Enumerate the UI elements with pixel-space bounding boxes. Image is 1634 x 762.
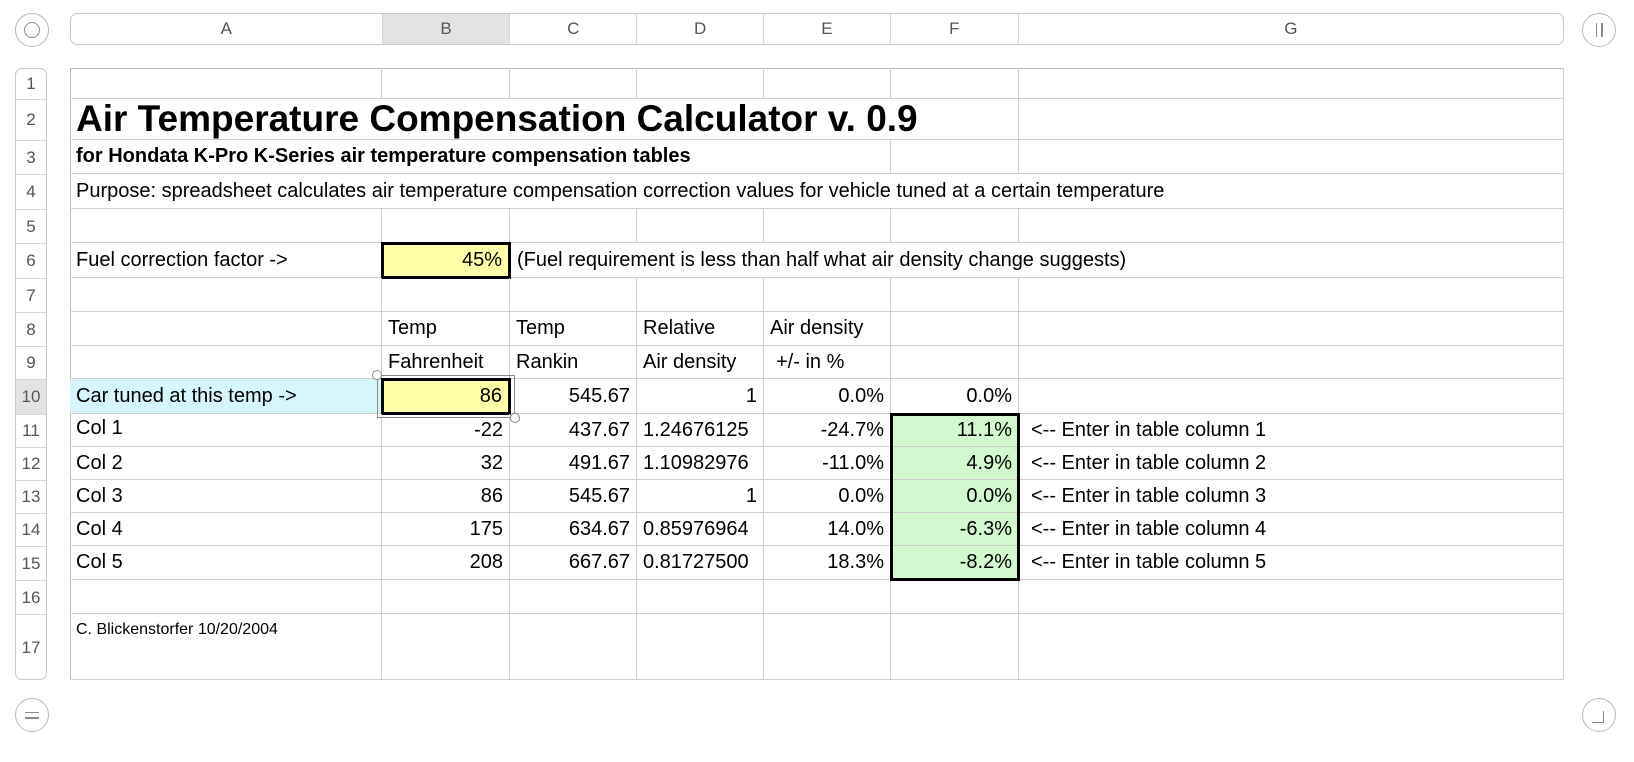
data-rankin[interactable]: 491.67	[510, 447, 637, 480]
data-correction[interactable]: 4.9%	[891, 447, 1019, 480]
data-note[interactable]: <-- Enter in table column 4	[1019, 513, 1564, 546]
cell-g5[interactable]	[1019, 209, 1564, 243]
cell-f8[interactable]	[891, 312, 1019, 346]
data-fahrenheit[interactable]: 32	[382, 447, 510, 480]
data-row-label[interactable]: Col 1	[70, 414, 382, 447]
cell-a6-fuel-label[interactable]: Fuel correction factor ->	[70, 243, 382, 278]
column-header-f[interactable]: F	[891, 14, 1019, 44]
spreadsheet-table	[70, 68, 1564, 680]
cell-b7[interactable]	[382, 278, 510, 312]
select-all-button[interactable]	[15, 13, 49, 47]
data-density-pct[interactable]: 18.3%	[764, 546, 891, 580]
row-header-4[interactable]: 4	[16, 175, 46, 210]
base-correction[interactable]: 0.0%	[891, 379, 1019, 414]
row-header-6[interactable]: 6	[16, 244, 46, 279]
resize-corner-icon	[1592, 711, 1604, 723]
resize-table-button[interactable]	[1582, 698, 1616, 732]
data-correction[interactable]: -6.3%	[891, 513, 1019, 546]
selection-handle-bottom-right[interactable]	[510, 413, 520, 423]
cell-a8[interactable]	[70, 312, 382, 346]
base-row-label[interactable]: Car tuned at this temp ->	[70, 379, 382, 414]
header-temp-f[interactable]: Temp	[382, 312, 510, 346]
data-relative[interactable]: 1	[637, 480, 764, 513]
row-header-13[interactable]: 13	[16, 481, 46, 514]
cell-a4-purpose[interactable]: Purpose: spreadsheet calculates air temperature compensation correction values for vehicle tuned at a certain temperature	[70, 174, 1564, 209]
data-row-label[interactable]: Col 3	[70, 480, 382, 513]
data-note[interactable]: <-- Enter in table column 3	[1019, 480, 1564, 513]
cell-g17[interactable]	[1019, 614, 1564, 680]
add-column-button[interactable]	[1582, 13, 1616, 47]
cell-a5[interactable]	[70, 209, 382, 243]
fuel-correction-input[interactable]: 45%	[381, 242, 511, 279]
data-rankin[interactable]: 545.67	[510, 480, 637, 513]
column-header-b[interactable]: B	[383, 14, 511, 44]
cell-c7[interactable]	[510, 278, 637, 312]
cell-b1[interactable]	[382, 68, 510, 99]
data-fahrenheit[interactable]: 208	[382, 546, 510, 580]
equals-icon	[25, 712, 39, 719]
data-note[interactable]: <-- Enter in table column 2	[1019, 447, 1564, 480]
data-row-label[interactable]: Col 2	[70, 447, 382, 480]
cell-f17[interactable]	[891, 614, 1019, 680]
cell-e16[interactable]	[764, 580, 891, 614]
column-header-g[interactable]: G	[1284, 19, 1298, 38]
row-header-17[interactable]: 17	[21, 638, 41, 657]
row-header-3[interactable]: 3	[16, 141, 46, 175]
data-rankin[interactable]: 634.67	[510, 513, 637, 546]
base-density-pct[interactable]: 0.0%	[764, 379, 891, 414]
cell-g2[interactable]	[1019, 99, 1564, 140]
base-relative[interactable]: 1	[637, 379, 764, 414]
cell-a7[interactable]	[70, 278, 382, 312]
data-fahrenheit[interactable]: 86	[382, 480, 510, 513]
base-temp-input[interactable]: 86	[381, 378, 511, 415]
header-rankin[interactable]: Rankin	[510, 346, 637, 379]
cell-c6-fuel-note[interactable]: (Fuel requirement is less than half what air density change suggests)	[511, 243, 1564, 278]
cell-e7[interactable]	[764, 278, 891, 312]
row-header-9[interactable]: 9	[16, 347, 46, 380]
data-relative[interactable]: 1.24676125	[637, 414, 764, 447]
cell-f16[interactable]	[891, 580, 1019, 614]
data-row-label[interactable]: Col 4	[70, 513, 382, 546]
row-header-bar	[15, 68, 47, 680]
cell-b16[interactable]	[382, 580, 510, 614]
header-relative[interactable]: Relative	[637, 312, 764, 346]
data-relative[interactable]: 0.85976964	[637, 513, 764, 546]
cell-b5[interactable]	[382, 209, 510, 243]
data-correction[interactable]: 11.1%	[891, 414, 1019, 447]
cell-f9[interactable]	[891, 346, 1019, 379]
cell-d17[interactable]	[637, 614, 764, 680]
cell-a2-title[interactable]: Air Temperature Compensation Calculator v. 0.9	[70, 99, 1019, 140]
cell-c16[interactable]	[510, 580, 637, 614]
header-air-density-2[interactable]: Air density	[637, 346, 764, 379]
cell-f1[interactable]	[891, 68, 1019, 99]
data-density-pct[interactable]: 14.0%	[764, 513, 891, 546]
data-correction[interactable]: -8.2%	[891, 546, 1019, 580]
cell-c17[interactable]	[510, 614, 637, 680]
row-header-16[interactable]: 16	[16, 581, 46, 615]
cell-a3-subtitle[interactable]: for Hondata K-Pro K-Series air temperature compensation tables	[70, 140, 891, 174]
column-header-a[interactable]: A	[71, 14, 383, 44]
row-header-15[interactable]: 15	[16, 547, 46, 581]
base-rankin[interactable]: 545.67	[511, 379, 637, 414]
row-header-5[interactable]: 5	[16, 210, 46, 244]
data-row-label[interactable]: Col 5	[70, 546, 382, 580]
data-relative[interactable]: 0.81727500	[637, 546, 764, 580]
row-header-8[interactable]: 8	[16, 313, 46, 347]
header-temp-r[interactable]: Temp	[510, 312, 637, 346]
cell-g8[interactable]	[1019, 312, 1564, 346]
cell-e1[interactable]	[764, 68, 891, 99]
cell-f3[interactable]	[891, 140, 1019, 174]
data-rankin[interactable]: 667.67	[510, 546, 637, 580]
row-header-12[interactable]: 12	[16, 448, 46, 481]
column-header-bar	[70, 13, 1564, 45]
cell-c5[interactable]	[510, 209, 637, 243]
cell-g10[interactable]	[1019, 379, 1564, 414]
cell-d5[interactable]	[637, 209, 764, 243]
cell-g9[interactable]	[1019, 346, 1564, 379]
cell-d7[interactable]	[637, 278, 764, 312]
cell-g3[interactable]	[1019, 140, 1564, 174]
pause-icon	[1596, 23, 1603, 37]
header-percent[interactable]: +/- in %	[764, 346, 891, 379]
data-correction[interactable]: 0.0%	[891, 480, 1019, 513]
row-header-7[interactable]: 7	[16, 279, 46, 313]
header-fahrenheit[interactable]: Fahrenheit	[382, 346, 510, 379]
cell-b17[interactable]	[382, 614, 510, 680]
cell-a1[interactable]	[70, 68, 382, 99]
cell-g16[interactable]	[1019, 580, 1564, 614]
data-density-pct[interactable]: -11.0%	[764, 447, 891, 480]
data-note[interactable]: <-- Enter in table column 1	[1019, 414, 1564, 447]
cell-g1[interactable]	[1019, 68, 1564, 99]
row-header-10[interactable]: 10	[16, 380, 46, 415]
cell-g7[interactable]	[1019, 278, 1564, 312]
column-header-d[interactable]: D	[637, 14, 764, 44]
data-density-pct[interactable]: -24.7%	[764, 414, 891, 447]
header-air-density[interactable]: Air density	[764, 312, 891, 346]
row-header-14[interactable]: 14	[16, 514, 46, 547]
cell-e5[interactable]	[764, 209, 891, 243]
column-header-e[interactable]: E	[764, 14, 891, 44]
cell-f7[interactable]	[891, 278, 1019, 312]
data-fahrenheit[interactable]: -22	[382, 414, 510, 447]
cell-d1[interactable]	[637, 68, 764, 99]
add-row-button[interactable]	[15, 698, 49, 732]
cell-e17[interactable]	[764, 614, 891, 680]
circle-icon	[24, 22, 40, 38]
cell-c1[interactable]	[510, 68, 637, 99]
column-header-c[interactable]: C	[510, 14, 637, 44]
cell-a16[interactable]	[70, 580, 382, 614]
cell-f5[interactable]	[891, 209, 1019, 243]
data-relative[interactable]: 1.10982976	[637, 447, 764, 480]
data-note[interactable]: <-- Enter in table column 5	[1019, 546, 1564, 580]
selection-handle-top-left[interactable]	[372, 370, 382, 380]
data-rankin[interactable]: 437.67	[510, 414, 637, 447]
cell-d16[interactable]	[637, 580, 764, 614]
data-fahrenheit[interactable]: 175	[382, 513, 510, 546]
row-header-2[interactable]: 2	[16, 100, 46, 141]
cell-a9[interactable]	[70, 346, 382, 379]
data-density-pct[interactable]: 0.0%	[764, 480, 891, 513]
row-header-1[interactable]: 1	[16, 69, 46, 100]
author-credit[interactable]: C. Blickenstorfer 10/20/2004	[70, 614, 382, 680]
row-header-11[interactable]: 11	[16, 415, 46, 448]
